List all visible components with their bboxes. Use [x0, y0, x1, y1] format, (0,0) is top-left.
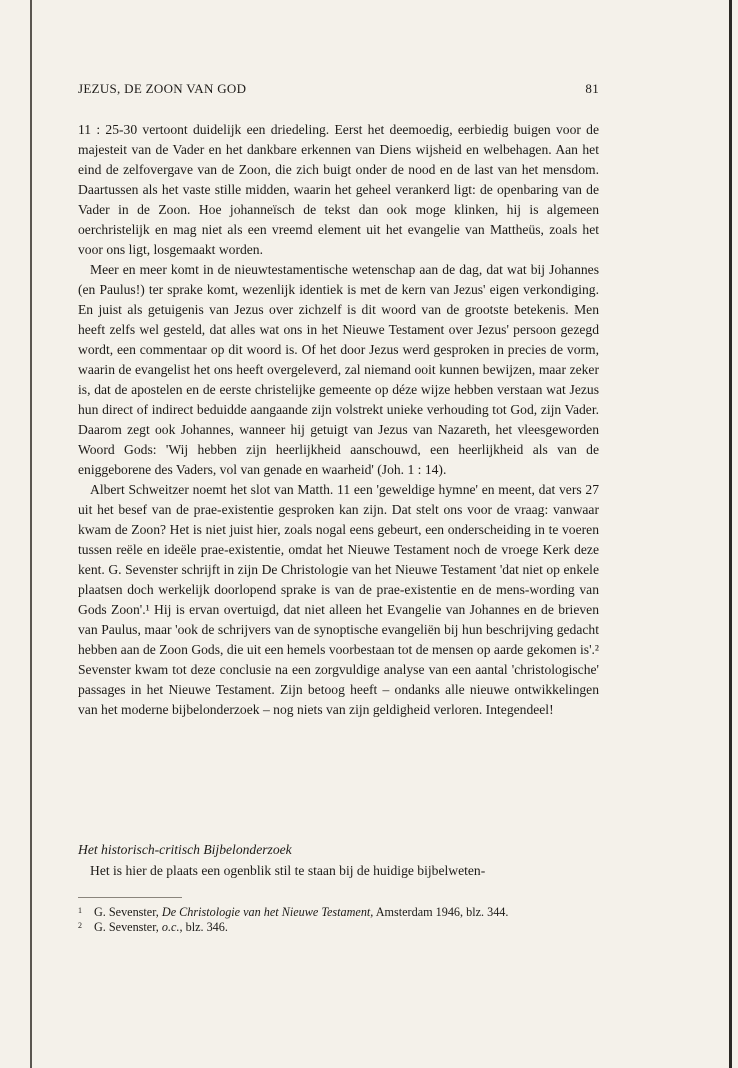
section-first-line: Het is hier de plaats een ogenblik stil te staan bij de huidige bijbelweten-: [90, 863, 486, 878]
footnote-rest: blz. 346.: [185, 920, 228, 934]
running-head: [78, 81, 599, 97]
footnote-number: 1: [78, 906, 82, 915]
section-heading: Het historisch-critisch Bijbelonderzoek: [78, 842, 292, 857]
footnote-text: [94, 920, 599, 935]
footnote-divider: [78, 897, 182, 898]
footnote-number: 2: [78, 921, 82, 930]
body-text: [78, 120, 599, 720]
paragraph: 11 : 25-30 vertoont duidelijk een driedeling. Eerst het deemoedig, eerbiedig buigen voor de majesteit van de Vader en het dankbare erkennen van Diens wijsheid en welbehagen. Aan het eind de zelfovergave van de Zoon, die zich buigt onder de nood en de last van het mensdom. Daartussen als het vaste stille midden, waarin het geheel verankerd ligt: de openbaring van de Vader in de Zoon. Hoe johanneïsch de tekst dan ook moge klinken, hij is algemeen oerchristelijk en mag niet als een vreemd element uit het evangelie van Mattheüs, zoals het voor ons ligt, losgemaakt worden.: [78, 122, 599, 257]
paragraph: Meer en meer komt in de nieuwtestamentische wetenschap aan de dag, dat wat bij Johannes (en Paulus!) ter sprake komt, wezenlijk identiek is met de kern van Jezus' eigen verkondiging. En juist als getuigenis van Jezus over zichzelf is dit woord van de grootste betekenis. Men heeft zelfs wel gesteld, dat alles wat ons in het Nieuwe Testament over Jezus' persoon gezegd wordt, een commentaar op dit woord is. Of het door Jezus werd gesproken in precies de vorm, waarin de evangelist het ons heeft overgeleverd, zal niemand ooit kunnen bewijzen, maar zeker is, dat de apostelen en de eerste christelijke gemeente op déze wijze hebben verstaan wat Jezus hun direct of indirect beduidde aangaande zijn volstrekt unieke verhouding tot God, zijn Vader. Daarom zegt ook Johannes, wanneer hij getuigt van Jezus van Nazareth, het vleesgeworden Woord Gods: 'Wij hebben zijn heerlijkheid aanschouwd, een heerlijkheid als van de eniggeborene des Vaders, vol van genade en waarheid' (Joh. 1 : 14).: [78, 262, 599, 477]
page-scan-edge-left: [30, 0, 32, 1068]
footnote: [78, 905, 599, 920]
footnote-author: G. Sevenster,: [94, 920, 159, 934]
page-scan-edge-right: [729, 0, 732, 1068]
footnote-rest: Amsterdam 1946, blz. 344.: [375, 905, 509, 919]
paragraph: Albert Schweitzer noemt het slot van Matth. 11 een 'geweldige hymne' en meent, dat vers 27 uit het besef van de prae-existentie gesproken kan zijn. Dat stelt ons voor de vraag: vanwaar kwam de Zoon? Het is niet juist hier, zoals nogal eens gebeurt, een onderscheiding in te voeren tussen reële en ideële prae-existentie, omdat het Nieuwe Testament noch de vroege Kerk deze kent. G. Sevenster schrijft in zijn De Christologie van het Nieuwe Testament 'dat niet op enkele plaatsen doch werkelijk doorlopend sprake is van de prae-existentie en de mens-wording van Gods Zoon'.¹ Hij is ervan overtuigd, dat niet alleen het Evangelie van Johannes en de brieven van Paulus, maar 'ook de schrijvers van de synoptische evangeliën bij hun beschrijving gedacht hebben aan de Zoon Gods, die uit een hemels voorbestaan tot de mensen op aarde gekomen is'.² Sevenster kwam tot deze conclusie na een zorgvuldige analyse van een aantal 'christologische' passages in het Nieuwe Testament. Zijn betoog heeft – ondanks alle nieuwe ontwikkelingen van het moderne bijbelonderzoek – nog niets van zijn geldigheid verloren. Integendeel!: [78, 482, 599, 717]
footnote-text: [94, 905, 599, 920]
footnotes: [78, 905, 599, 935]
footnote-title: De Christologie van het Nieuwe Testament,: [161, 905, 374, 919]
page-number: 81: [585, 81, 599, 96]
footnote-title: o.c.,: [161, 920, 183, 934]
footnote-author: G. Sevenster,: [94, 905, 159, 919]
footnote: [78, 920, 599, 935]
running-head-title: JEZUS, DE ZOON VAN GOD: [78, 81, 247, 96]
